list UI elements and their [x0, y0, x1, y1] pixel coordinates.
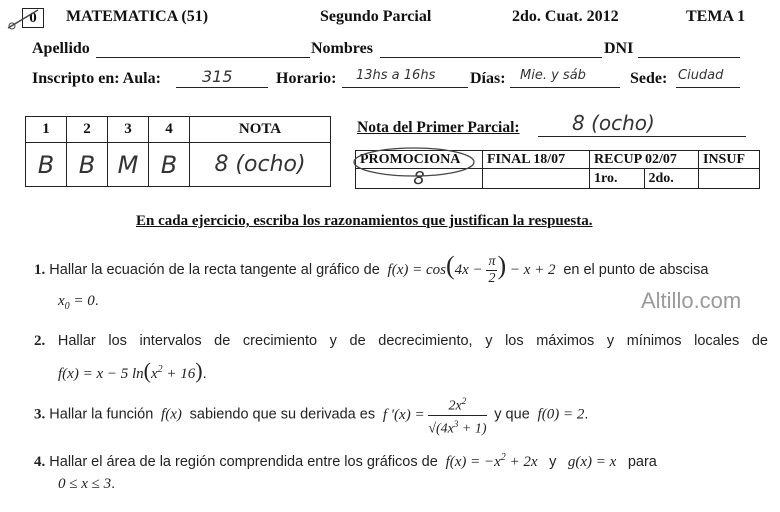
question-2-text-a: Hallar los intervalos de crecimiento y de decrecimiento, y los máximos y mínimos locales de [57, 333, 768, 349]
question-2-number: 2. [34, 333, 46, 349]
question-3-text-b: sabiendo que su derivada es [189, 406, 376, 423]
dni-label: DNI [604, 40, 634, 57]
question-3-condition: f(0) = 2 [533, 406, 585, 423]
aula-value: 315 [202, 67, 233, 86]
promo-sub-2do: 2do. [644, 169, 699, 189]
grades-header-3: 3 [108, 117, 149, 143]
inscripto-label: Inscripto en: Aula: [32, 70, 161, 87]
sede-value: Ciudad [678, 68, 724, 83]
sede-label: Sede: [630, 70, 668, 87]
question-4-text-d: . [111, 476, 116, 492]
nombres-field[interactable] [380, 40, 602, 58]
question-4-text-b: y [549, 454, 557, 470]
promo-sub-1ro: 1ro. [590, 169, 645, 189]
question-4-line-2 [58, 476, 115, 493]
promo-insuf-cell [699, 169, 760, 189]
question-4-text-c: para [627, 454, 657, 470]
question-1-formula: f(x) = cos(4x − $\frac{\pi}{2}$ ) − x + 2 [383, 251, 560, 287]
question-4-text-a: Hallar el área de la región comprendida entre los gráficos de [49, 454, 438, 470]
grade-2: B [67, 143, 108, 187]
question-4-g: g(x) = x [560, 454, 624, 470]
dias-value: Mie. y sáb [520, 68, 586, 83]
promo-header-recup: RECUP 02/07 [590, 151, 699, 169]
first-exam-label: Nota del Primer Parcial: [357, 119, 520, 136]
question-3-text-a: Hallar la función [49, 406, 154, 423]
course-title: MATEMATICA (51) [66, 8, 209, 25]
promo-promociona-value: 8 [356, 169, 483, 189]
grades-header-nota: NOTA [190, 117, 331, 143]
first-exam-value: 8 (ocho) [572, 111, 655, 135]
grades-table [25, 116, 331, 187]
question-4 [34, 452, 657, 471]
question-2-formula: f(x) = x − 5 $\ln(x^2 + 16)$ [58, 358, 203, 383]
question-3-fx: f(x) [157, 406, 186, 423]
tema-label: TEMA 1 [686, 8, 746, 25]
question-2-text-b: . [202, 366, 207, 382]
promo-header-insuf: INSUF [699, 151, 760, 169]
grades-header-1: 1 [26, 117, 67, 143]
promo-final-cell [483, 169, 590, 189]
pen-mark-icon [4, 4, 44, 32]
instruction-text: En cada ejercicio, escriba los razonamientos que justifican la respuesta. [136, 213, 593, 229]
grade-1: B [26, 143, 67, 187]
question-1-text-c: . [94, 293, 99, 309]
nombres-label: Nombres [311, 40, 373, 57]
question-3-text-c: y que [494, 406, 530, 423]
grades-header-2: 2 [67, 117, 108, 143]
question-1 [34, 251, 774, 287]
grade-3: M [108, 143, 149, 187]
dias-label: Días: [470, 70, 506, 87]
dni-field[interactable] [638, 40, 740, 58]
watermark-logo: Altillo.com [641, 288, 742, 313]
tema-box: 0 [22, 8, 44, 28]
question-3-number: 3. [34, 406, 46, 423]
question-4-f: $f(x) = -x^2 + 2x$ [441, 452, 546, 470]
question-1-number: 1. [34, 262, 46, 278]
question-3 [34, 393, 588, 437]
grades-header-4: 4 [149, 117, 190, 143]
horario-label: Horario: [276, 70, 337, 87]
question-4-number: 4. [34, 454, 46, 470]
promo-header-final: FINAL 18/07 [483, 151, 590, 169]
question-1-x0: $x_0 = 0$ [58, 293, 95, 312]
promociona-circle-mark [350, 144, 480, 184]
term-label: 2do. Cuat. 2012 [512, 8, 619, 25]
question-4-range: 0 ≤ x ≤ 3 [58, 476, 112, 492]
question-1-text-b: en el punto de abscisa [563, 262, 709, 278]
question-2-line-2 [58, 358, 207, 384]
question-3-text-d: . [584, 406, 589, 423]
exam-title: Segundo Parcial [320, 8, 432, 25]
promo-header-promociona: PROMOCIONA [356, 151, 483, 169]
apellido-field[interactable] [96, 40, 310, 58]
question-3-derivative: f ′(x) = $\frac{2x^2}{√(4x^3 + 1)}$ [379, 407, 490, 423]
apellido-label: Apellido [32, 40, 90, 57]
horario-value: 13hs a 16hs [356, 68, 436, 83]
grade-nota: 8 (ocho) [190, 143, 331, 187]
question-2 [34, 333, 768, 350]
question-1-line-2 [58, 293, 99, 312]
question-1-text-a: Hallar la ecuación de la recta tangente al gráfico de [49, 262, 380, 278]
grade-4: B [149, 143, 190, 187]
